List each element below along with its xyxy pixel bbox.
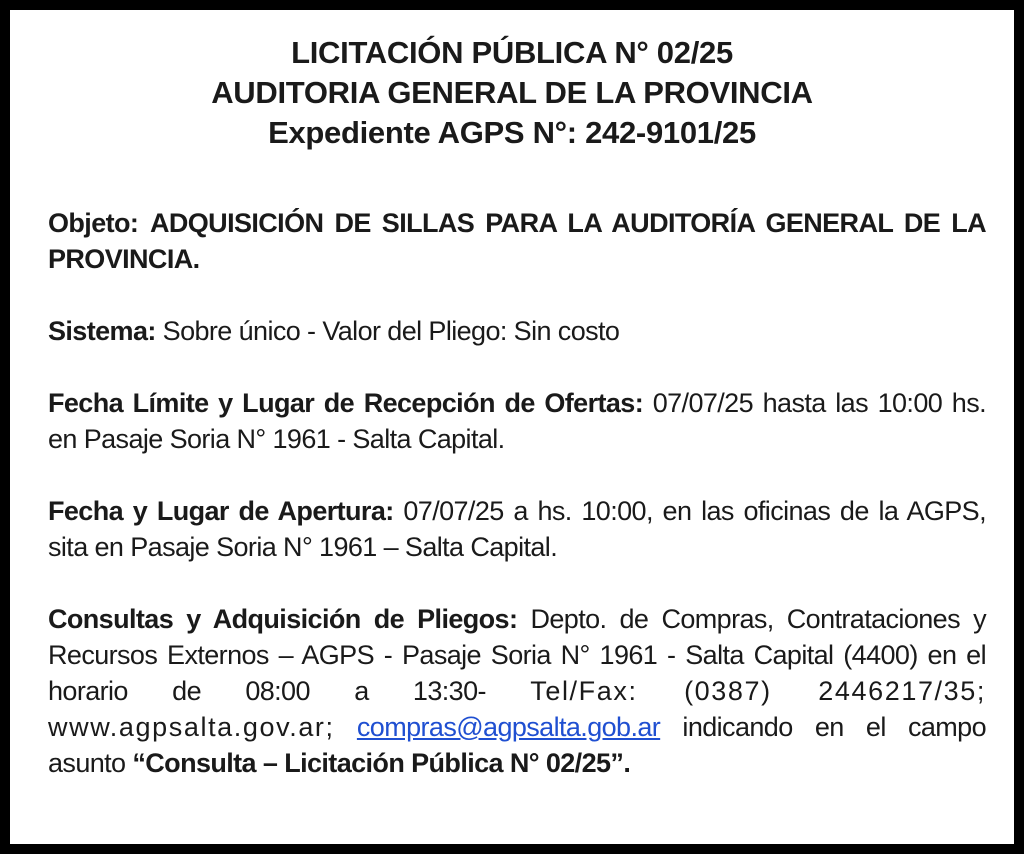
consultas-label: Consultas y Adquisición de Pliegos: [48, 604, 518, 634]
objeto-label: Objeto: [48, 208, 139, 238]
fecha-limite-text: 07/07/25 hasta las 10:00 hs. en Pasaje Soria N° 1961 - Salta Capital. [48, 388, 986, 454]
consultas-text: Depto. de Compras, Contrataciones y Recursos Externos – AGPS - Pasaje Soria N° 1961 - Salta Capital (4400) en el horario de 08:00 a 13:30- [48, 604, 986, 706]
notice-header [20, 33, 1004, 153]
sistema-text: Sobre único - Valor del Pliego: Sin costo [162, 316, 620, 346]
apertura-paragraph [48, 493, 986, 565]
apertura-label: Fecha y Lugar de Apertura: [48, 496, 394, 526]
fecha-limite-paragraph [48, 385, 986, 457]
consultas-paragraph [48, 601, 986, 781]
tender-title: LICITACIÓN PÚBLICA N° 02/25 [291, 35, 733, 70]
contact-phone-web: Tel/Fax: (0387) 2446217/35; www.agpsalta.gov.ar; [48, 676, 986, 742]
fecha-limite-label: Fecha Límite y Lugar de Recepción de Ofertas: [48, 388, 644, 418]
sistema-label: Sistema: [48, 316, 156, 346]
email-link[interactable]: compras@agpsalta.gob.ar [356, 712, 661, 742]
objeto-text: ADQUISICIÓN DE SILLAS PARA LA AUDITORÍA GENERAL DE LA PROVINCIA. [48, 208, 986, 274]
asunto-text: “Consulta – Licitación Pública N° 02/25”. [132, 748, 631, 778]
apertura-text: 07/07/25 a hs. 10:00, en las oficinas de la AGPS, sita en Pasaje Soria N° 1961 – Salta Capital. [48, 496, 986, 562]
notice-body [48, 205, 986, 781]
agency-name: AUDITORIA GENERAL DE LA PROVINCIA [211, 75, 813, 110]
sistema-paragraph [48, 313, 986, 349]
file-number: Expediente AGPS N°: 242-9101/25 [268, 115, 756, 150]
asunto-intro: indicando en el campo asunto [48, 712, 987, 778]
objeto-paragraph [48, 205, 986, 277]
